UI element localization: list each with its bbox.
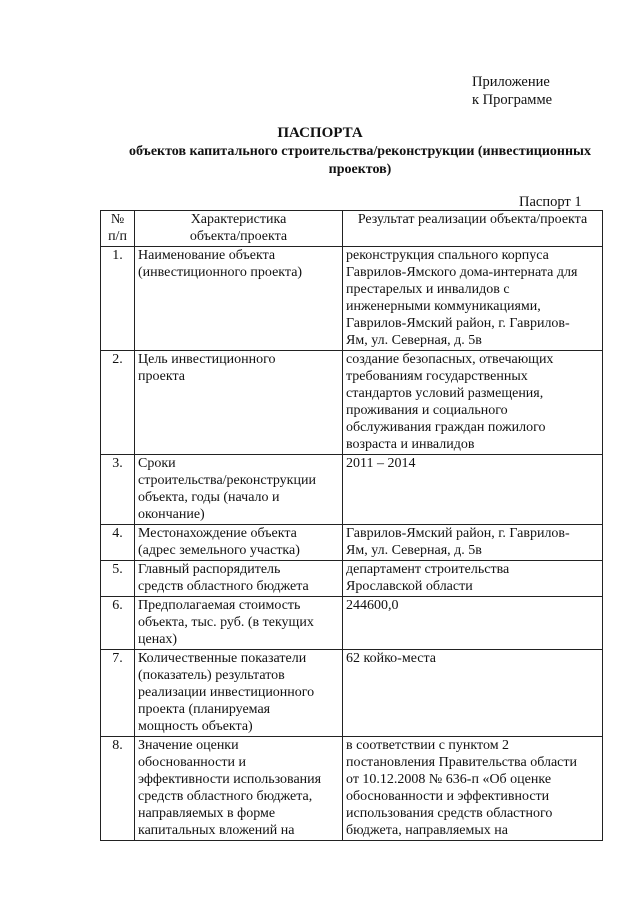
- row-number: 8.: [101, 737, 135, 841]
- row-characteristic: Сроки строительства/реконструкции объекта, годы (начало и окончание): [135, 455, 343, 525]
- appendix-text: Приложение к Программе: [472, 74, 553, 108]
- table-row: [101, 650, 603, 737]
- row-number: 4.: [101, 525, 135, 561]
- passport-table: [100, 210, 603, 841]
- row-characteristic: Главный распорядитель средств областного бюджета: [135, 561, 343, 597]
- row-result: 2011 – 2014: [343, 455, 603, 525]
- row-characteristic: Предполагаемая стоимость объекта, тыс. руб. (в текущих ценах): [135, 597, 343, 650]
- row-result: реконструкция спального корпуса Гаврилов-Ямского дома-интерната для престарелых и инвалидов с инженерными коммуникациями, Гаврилов-Ямский район, г. Гаврилов- Ям, ул. Северная, д. 5в: [343, 247, 603, 351]
- table-row: [101, 351, 603, 455]
- subtitle-text: объектов капитального строительства/реконструкции (инвестиционных проектов): [129, 144, 591, 177]
- document-title: ПАСПОРТА: [277, 125, 363, 141]
- row-result: создание безопасных, отвечающих требованиям государственных стандартов условий размещения, проживания и социального обслуживания граждан пожилого возраста и инвалидов: [343, 351, 603, 455]
- header-cell-characteristic: Характеристика объекта/проекта: [135, 211, 343, 247]
- row-result: 244600,0: [343, 597, 603, 650]
- row-number: 2.: [101, 351, 135, 455]
- row-characteristic: Местонахождение объекта (адрес земельного участка): [135, 525, 343, 561]
- table-row: [101, 737, 603, 841]
- row-result: в соответствии с пунктом 2 постановления Правительства области от 10.12.2008 № 636-п «Об оценке обоснованности и эффективности использования средств областного бюджета, направляемых на: [343, 737, 603, 841]
- row-number: 3.: [101, 455, 135, 525]
- table-header-row: [101, 211, 603, 247]
- row-number: 1.: [101, 247, 135, 351]
- document-subtitle: [100, 143, 620, 179]
- row-result: 62 койко-места: [343, 650, 603, 737]
- row-characteristic: Количественные показатели (показатель) результатов реализации инвестиционного проекта (планируемая мощность объекта): [135, 650, 343, 737]
- row-number: 7.: [101, 650, 135, 737]
- row-number: 6.: [101, 597, 135, 650]
- table-row: [101, 525, 603, 561]
- row-characteristic: Наименование объекта (инвестиционного проекта): [135, 247, 343, 351]
- table-row: [101, 597, 603, 650]
- passport-number: Паспорт 1: [519, 194, 582, 210]
- row-number: 5.: [101, 561, 135, 597]
- table-row: [101, 247, 603, 351]
- table-row: [101, 561, 603, 597]
- appendix-label: [472, 73, 552, 109]
- row-characteristic: Значение оценки обоснованности и эффективности использования средств областного бюджета, направляемых в форме капитальных вложений на: [135, 737, 343, 841]
- header-cell-num: № п/п: [101, 211, 135, 247]
- table-row: [101, 455, 603, 525]
- row-result: департамент строительства Ярославской области: [343, 561, 603, 597]
- row-result: Гаврилов-Ямский район, г. Гаврилов- Ям, ул. Северная, д. 5в: [343, 525, 603, 561]
- header-cell-result: Результат реализации объекта/проекта: [343, 211, 603, 247]
- row-characteristic: Цель инвестиционного проекта: [135, 351, 343, 455]
